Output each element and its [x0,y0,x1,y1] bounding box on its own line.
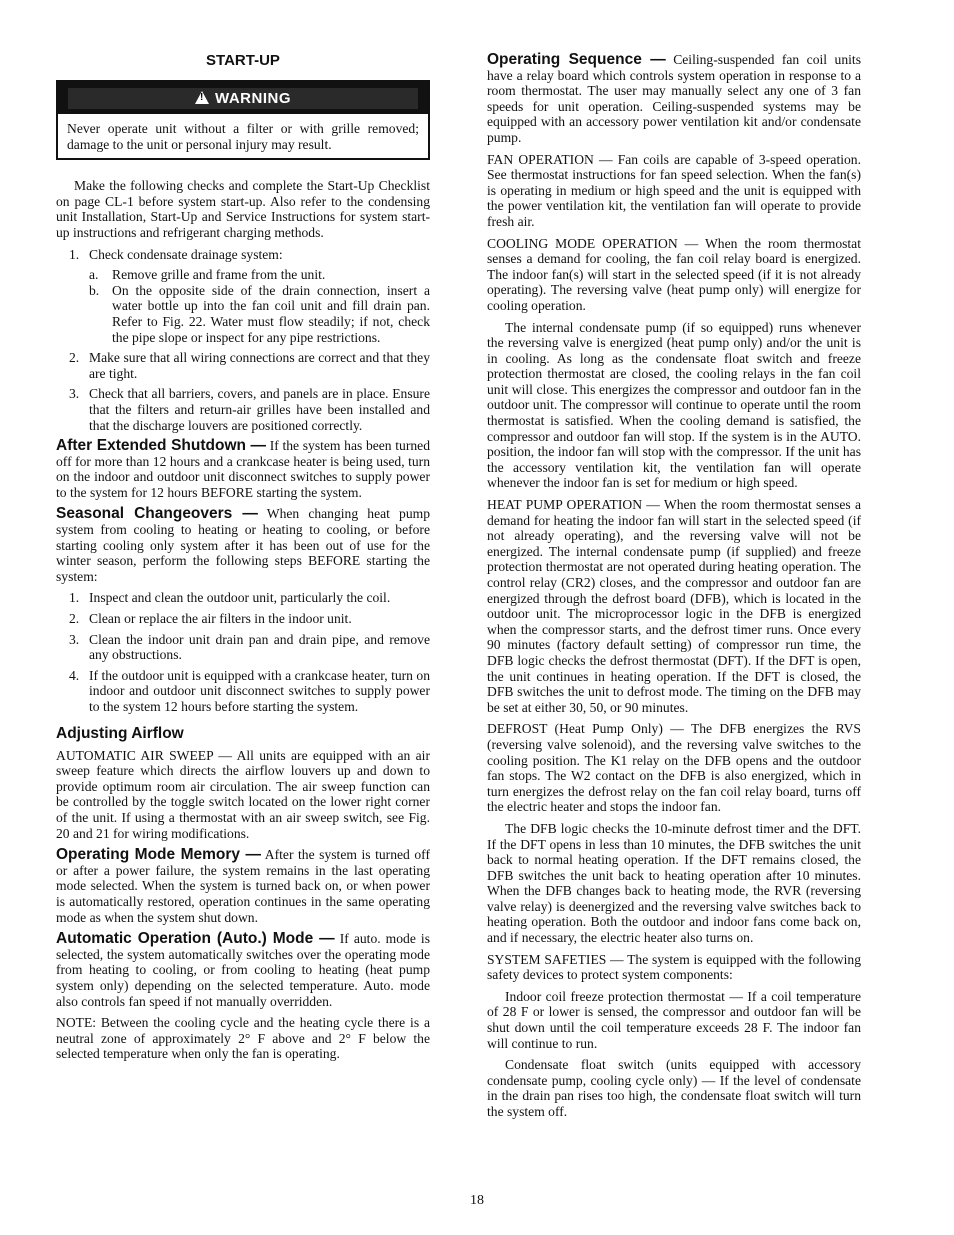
list-item: 3. Check that all barriers, covers, and panels are in place. Ensure that the filters and return-air grilles have been installed and that the discharge louvers are positioned correctly. [69,386,430,433]
after-shutdown-paragraph: After Extended Shutdown — If the system has been turned off for more than 12 hours and a crankcase heater is being used, turn on the indoor and outdoor unit disconnect switches to supply power to the system for 12 hours BEFORE starting the system. [56,437,430,500]
system-safeties-paragraph: SYSTEM SAFETIES — The system is equipped with the following safety devices to protect system components: [487,951,861,983]
operating-sequence-heading: Operating Sequence — [487,51,666,68]
list-item: b. On the opposite side of the drain connection, insert a water bottle up into the fan coil unit and fill drain pan. Refer to Fig. 22. Water must flow steadily; if not, check the pipe slope or inspect for any pipe restrictions. [89,282,430,345]
defrost-paragraph: DEFROST (Heat Pump Only) — The DFB energizes the RVS (reversing valve solenoid), and the reversing valve switches to the cooling position. The K1 relay on the DFB opens and the outdoor fan stops. The W2 contact on the DFB is also energized, which in turn energizes the defrost relay on the fan coil relay board, turns off the electric heater and stops the indoor fan. [487,721,861,815]
adjusting-airflow-heading: Adjusting Airflow [56,724,184,742]
list-item: 1. Check condensate drainage system: a. Remove grille and frame from the unit. b. On the opposite side of the drain connection, insert a water bottle up into the fan coil unit and fill drain pan. Refer to Fig. 22. Water must flow steadily; if not, check the pipe slope or inspect for any pipe restrictions. [69,246,430,345]
auto-mode-heading: Automatic Operation (Auto.) Mode — [56,930,335,948]
list-item: 2. Clean or replace the air filters in the indoor unit. [69,611,352,627]
sub-list [89,267,430,345]
mode-memory-heading: Operating Mode Memory — [56,846,261,864]
list-item: 2. Make sure that all wiring connections are correct and that they are tight. [69,350,430,381]
left-column [56,52,430,1068]
list-item: 1. Inspect and clean the outdoor unit, particularly the coil. [69,590,391,606]
float-switch-paragraph: Condensate float switch (units equipped with accessory condensate pump, cooling cycle only) — If the level of condensate in the drain pan rises too high, the condensate float switch will turn the system off. [487,1057,861,1119]
warning-triangle-icon: ! [195,91,209,104]
dfb-logic-paragraph: The DFB logic checks the 10-minute defrost timer and the DFT. If the DFT opens in less than 10 minutes, the DFB switches the unit back to normal heating operation. If the DFT remains closed, the DFB switches the unit back to heating operation after 10 minutes. When the DFB changes back to heating mode, the RVR (reversing valve relay) is deenergized and the reversing valve switches back to heating operation. Both the outdoor and indoor fans come back on, and if necessary, the electric heater also turns on. [487,820,861,946]
seasonal-heading: Seasonal Changeovers — [56,505,258,523]
seasonal-steps-list [56,590,430,714]
list-item: 4. If the outdoor unit is equipped with a crankcase heater, turn on indoor and outdoor unit disconnect switches to supply power to the system 12 hours before starting the system. [69,667,430,714]
checks-list [56,247,430,434]
warning-text: Never operate unit without a filter or with grille removed; damage to the unit or personal injury may result. [67,121,419,152]
fan-operation-paragraph: FAN OPERATION — Fan coils are capable of 3-speed operation. See thermostat instructions for fan speed selection. When the fan(s) is operating in medium or high speed and the unit is equipped with the power ventilation kit, the ventilation fan will operate to provide fresh air. [487,151,861,229]
page-number: 18 [470,1193,484,1208]
operating-sequence-paragraph: Operating Sequence — Ceiling-suspended fan coil units have a relay board which controls system operation in response to a room thermostat. The user may manually select any one of 3 fan speeds for unit operation. Ceiling-suspended systems may be equipped with an accessory power ventilation kit and/or condensate pump. [487,51,861,145]
right-column [487,52,861,1126]
warning-label: WARNING [215,90,291,107]
warning-box [56,80,430,160]
list-item: 3. Clean the indoor unit drain pan and drain pipe, and remove any obstructions. [69,631,430,663]
condensate-pump-paragraph: The internal condensate pump (if so equipped) runs whenever the reversing valve is energized (heat pump only) and/or the unit is in cooling. As long as the condensate float switch and freeze protection thermostat are closed, the cooling relays in the fan coil unit will close. This energizes the compressor and outdoor fan in the outdoor unit. The compressor will continue to operate until the room thermostat is satisfied. When the cooling demand is satisfied, the compressor and outdoor fan will stop. If the system is in the AUTO. position, the indoor fan will stop with the compressor. If the unit has the accessory ventilation kit, the ventilation fan will operate whenever the indoor fan is set for medium or high speed. [487,319,861,491]
cooling-mode-paragraph: COOLING MODE OPERATION — When the room thermostat senses a demand for cooling, the fan coil relay board is energized. The indoor fan(s) will start in the selected speed (if it is not already operating). The reversing valve (heat pump only) will energize for cooling operation. [487,235,861,313]
seasonal-paragraph: Seasonal Changeovers — When changing heat pump system from cooling to heating or heating to cooling, or before starting cooling only system after it has been out of use for the winter season, perform the following steps BEFORE starting the system: [56,505,431,584]
intro-paragraph: Make the following checks and complete the Start-Up Checklist on page CL-1 before system start-up. Also refer to the condensing unit Installation, Start-Up and Service Instructions for system start-up instructions and refrigerant charging methods. [56,178,430,240]
heat-pump-operation-paragraph: HEAT PUMP OPERATION — When the room thermostat senses a demand for heating the indoor fan will start in the selected speed (if not already operating), and the reversing valve will not be energized. The internal condensate pump (if supplied) and freeze protection thermostat are not operated during heating operation. The control relay (CR2) closes, and the compressor and outdoor fan are energized through the defrost board (DFB), which is located in the outdoor unit. The microprocessor logic in the DFB is energized when the compressor starts, and the defrost timer runs. Once every 90 minutes (factory default setting) of compressor run time, the DFB logic checks the defrost thermostat (DFT). If the DFT is open, the unit continues in heating operation. If the DFT is closed, the DFB switches the unit to defrost mode. The timing on the DFB may be set at either 30, 50, or 90 minutes. [487,497,861,715]
list-item: a. Remove grille and frame from the unit. [89,267,326,283]
auto-mode-paragraph: Automatic Operation (Auto.) Mode — If auto. mode is selected, the system automatically switches over the operating mode from heating to cooling, or from cooling to heating (heat pump system only) depending on the selected temperature. Auto. mode also controls fan speed if not manually overridden. [56,930,430,1009]
freeze-protection-paragraph: Indoor coil freeze protection thermostat — If a coil temperature of 28 F or lower is sensed, the compressor and outdoor fan will be shut down until the coil temperature exceeds 28 F. The indoor fan will continue to run. [487,988,861,1051]
section-title: START-UP [206,52,280,69]
air-sweep-paragraph: AUTOMATIC AIR SWEEP — All units are equipped with an air sweep feature which directs the airflow louvers up and down to provide optimum room air circulation. The air sweep function can be controlled by the toggle switch located on the lower right corner of the unit. If using a thermostat with an air sweep switch, see Fig. 20 and 21 for wiring modifications. [56,747,430,841]
after-shutdown-heading: After Extended Shutdown — [56,437,267,455]
note-paragraph: NOTE: Between the cooling cycle and the heating cycle there is a neutral zone of approximately 2° F above and 2° F below the selected temperature when only the fan is operating. [56,1015,430,1062]
mode-memory-paragraph: Operating Mode Memory — After the system is turned off or after a power failure, the system remains in the last operating mode selected. When the system is turned back on, or when power is automatically restored, operation continues in the same operating mode as when the system shut down. [56,846,430,925]
